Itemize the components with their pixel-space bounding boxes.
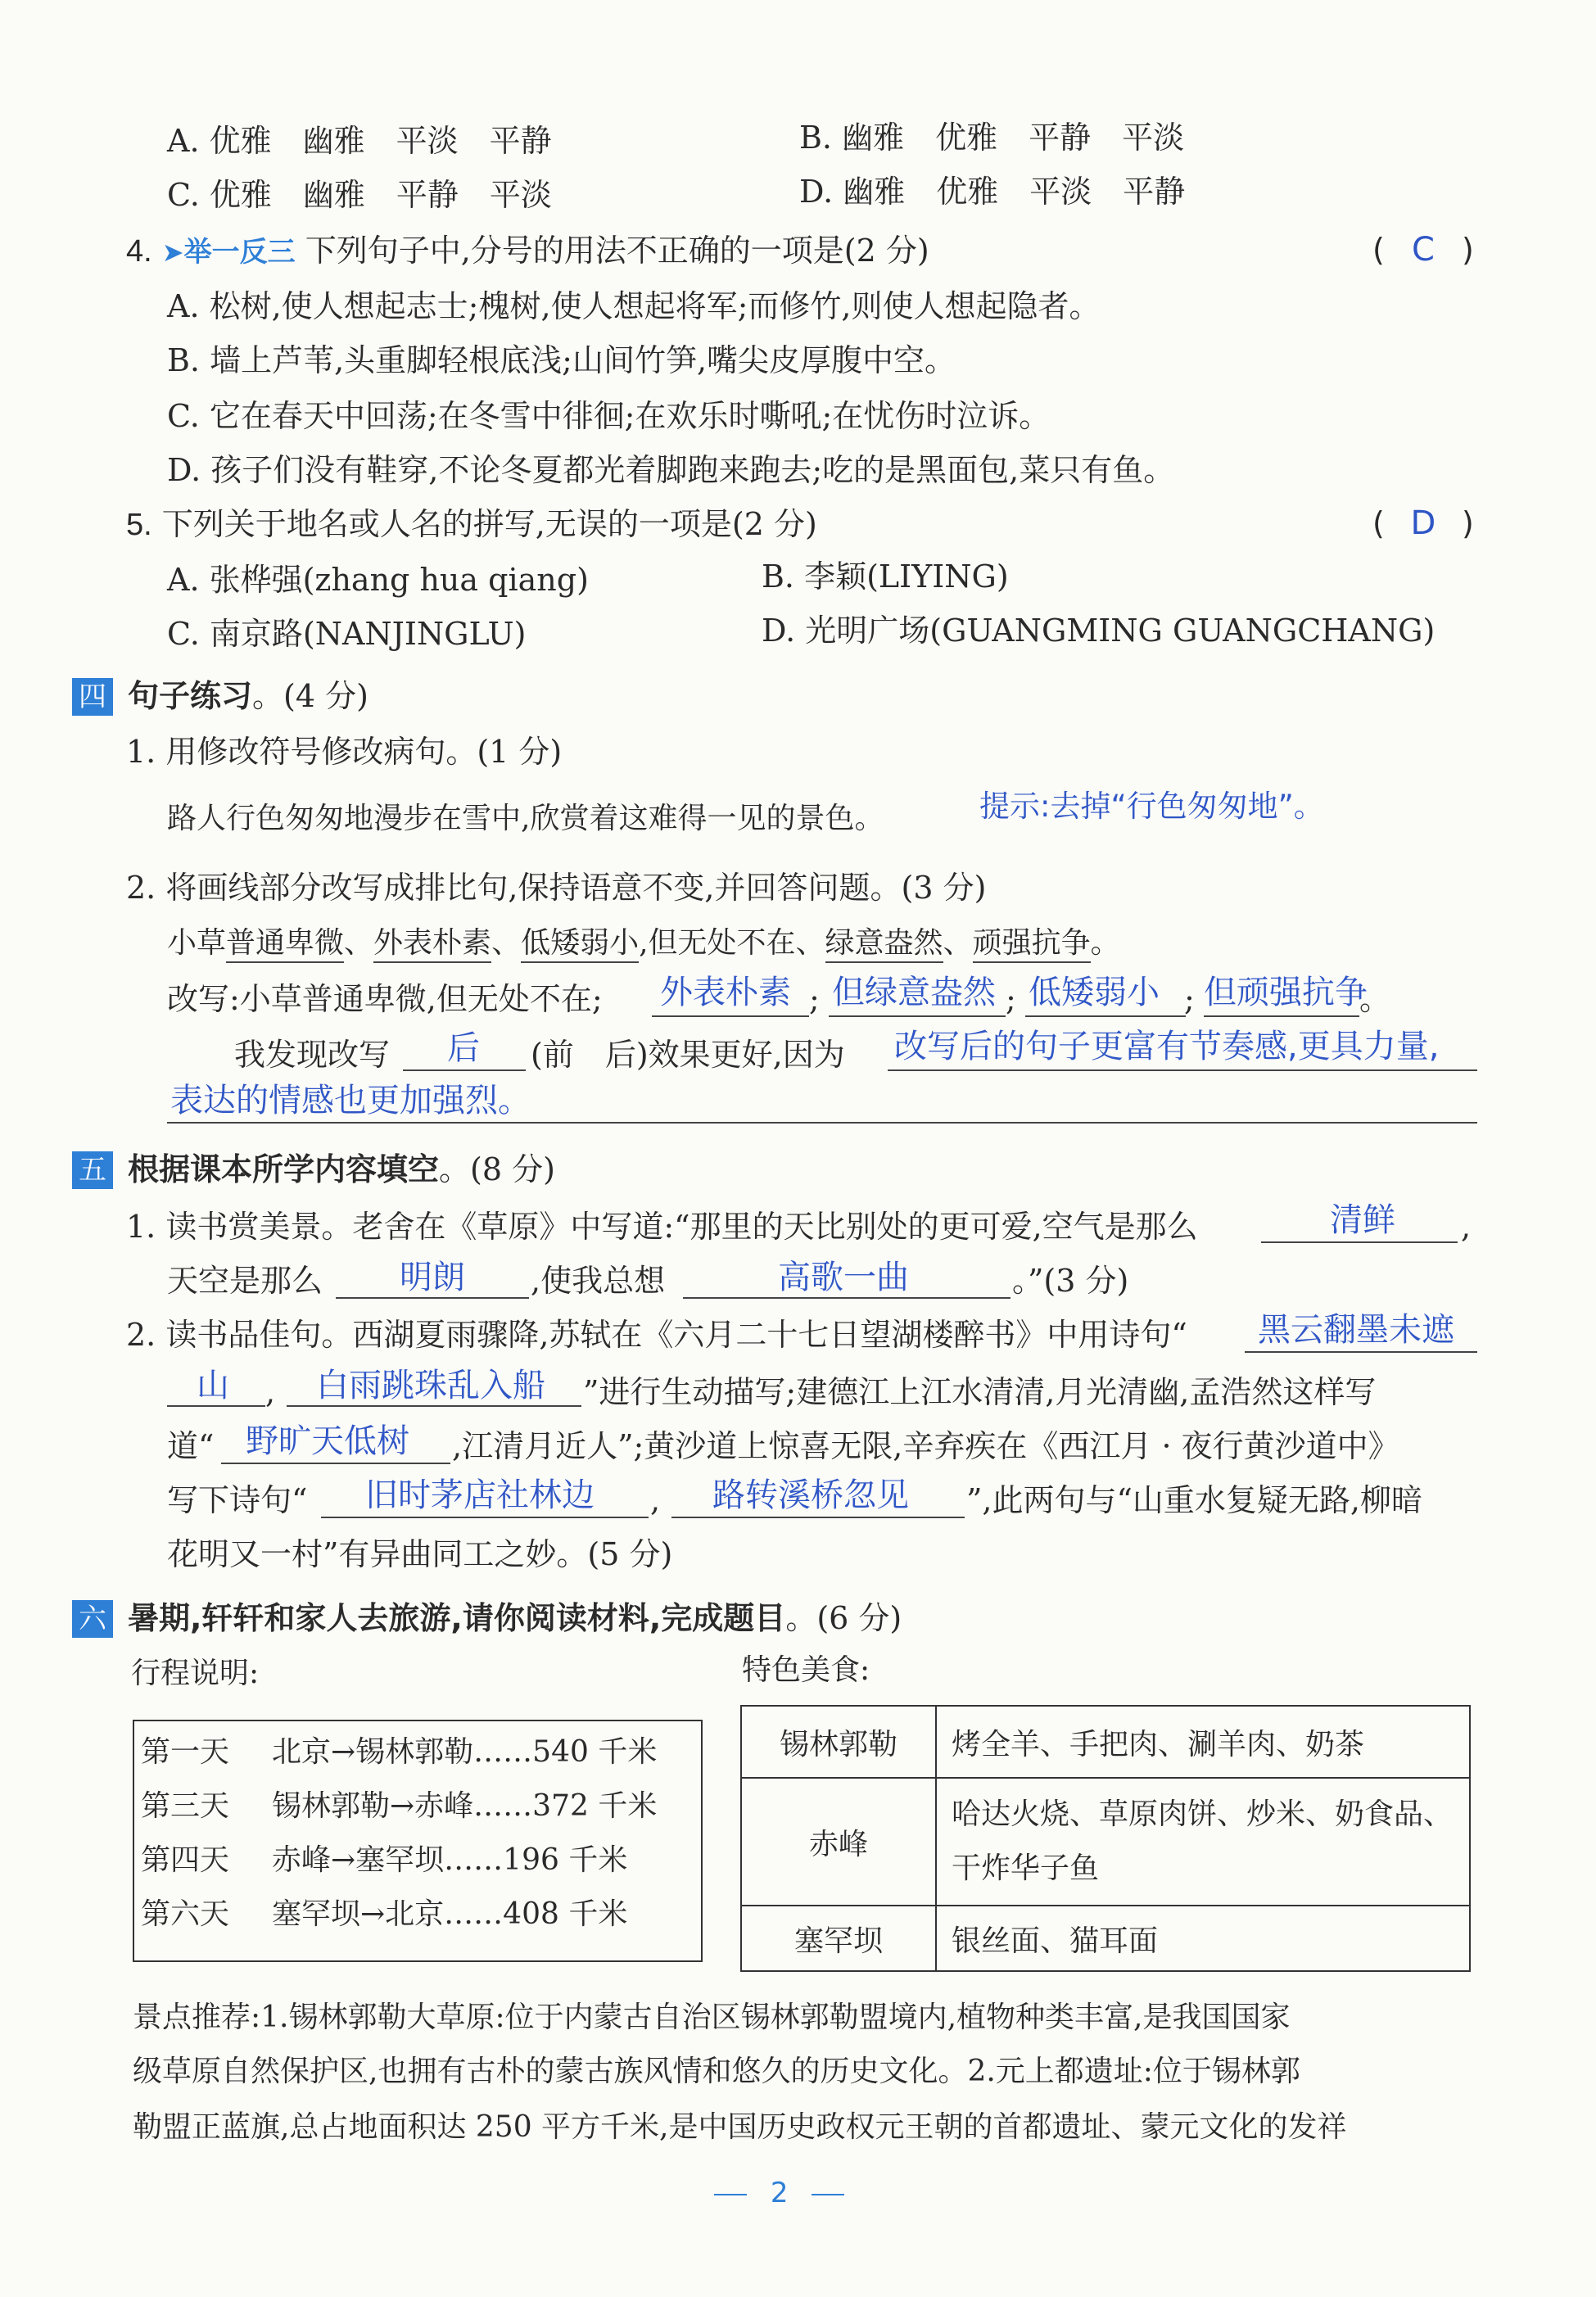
table-row bbox=[741, 1906, 1470, 1971]
q5-option-d: D. 光明广场(GUANGMING GUANGCHANG) bbox=[762, 613, 1435, 649]
footer-dash-left bbox=[714, 2194, 747, 2195]
q4-option-d: D. 孩子们没有鞋穿,不论冬夏都光着脚跑来跑去;吃的是黑面包,菜只有鱼。 bbox=[167, 452, 1175, 488]
sec4-q2-rewrite-prefix: 改写:小草普通卑微,但无处不在; bbox=[167, 981, 603, 1017]
sec5-q2-d: ,江清月近人”;黄沙道上惊喜无限,辛弃疾在《西江月 · 夜行黄沙道中》 bbox=[452, 1428, 1399, 1464]
sec5-q1-b: 天空是那么 bbox=[167, 1263, 323, 1299]
sec4-q2-original: 小草普通卑微、外表朴素、低矮弱小,但无处不在、绿意盎然、顽强抗争。 bbox=[167, 924, 1120, 963]
table-row bbox=[741, 1706, 1470, 1778]
q4-option-b: B. 墙上芦苇,头重脚轻根底浅;山间竹笋,嘴尖皮厚腹中空。 bbox=[167, 342, 956, 378]
separator: ; bbox=[1006, 981, 1016, 1017]
q4-tag: 举一反三 bbox=[183, 236, 296, 269]
sec4-q2-answer-2: 但绿意盎然 bbox=[832, 974, 996, 1011]
sec4-q2-answer-4: 但顽强抗争 bbox=[1204, 974, 1368, 1011]
sec5-q1-answer-2: 明朗 bbox=[400, 1259, 465, 1296]
section-6-title: 暑期,轩轩和家人去旅游,请你阅读材料,完成题目 bbox=[128, 1600, 786, 1636]
itinerary-label: 行程说明: bbox=[131, 1657, 260, 1690]
sec5-q1-d: 。”(3 分) bbox=[1012, 1263, 1129, 1299]
q5-option-b: B. 李颖(LIYING) bbox=[762, 558, 1009, 595]
section-4-badge: 四 bbox=[72, 678, 113, 716]
q3-option-b: B. 幽雅 优雅 平静 平淡 bbox=[799, 120, 1185, 156]
comma: , bbox=[1461, 1209, 1472, 1245]
q5-answer: D bbox=[1410, 504, 1436, 542]
food-label: 特色美食: bbox=[742, 1653, 870, 1687]
sec4-q2-answer-3: 低矮弱小 bbox=[1029, 974, 1160, 1011]
food-items: 烤全羊、手把肉、涮羊肉、奶茶 bbox=[936, 1706, 1470, 1778]
sec4-q2-reason-2: 表达的情感也更加强烈。 bbox=[170, 1082, 531, 1119]
food-place: 锡林郭勒 bbox=[741, 1706, 936, 1778]
answer-blank bbox=[1245, 1351, 1477, 1353]
sec4-q1-stem: 1. 用修改符号修改病句。(1 分) bbox=[126, 734, 563, 770]
q3-option-c: C. 优雅 幽雅 平静 平淡 bbox=[167, 177, 552, 213]
sentence-end: 。 bbox=[1359, 981, 1391, 1017]
sec5-q2-answer-1a: 黑云翻墨未遮 bbox=[1258, 1311, 1454, 1349]
food-items: 银丝面、猫耳面 bbox=[936, 1906, 1470, 1971]
sec4-q2-find-1: 我发现改写 bbox=[234, 1037, 391, 1073]
spots-line-1: 景点推荐:1.锡林郭勒大草原:位于内蒙古自治区锡林郭勒盟境内,植物种类丰富,是我国国家 bbox=[133, 2001, 1291, 2034]
q3-option-d: D. 幽雅 优雅 平淡 平静 bbox=[799, 174, 1186, 210]
q5-option-c: C. 南京路(NANJINGLU) bbox=[167, 616, 527, 652]
sec5-q1-answer-1: 清鲜 bbox=[1330, 1201, 1395, 1239]
separator: ; bbox=[809, 981, 820, 1017]
spots-line-3: 勒盟正蓝旗,总占地面积达 250 平方千米,是中国历史政权元王朝的首都遗址、蒙元文化的发祥 bbox=[133, 2110, 1347, 2144]
food-place: 塞罕坝 bbox=[741, 1906, 936, 1971]
comma: , bbox=[650, 1482, 661, 1518]
sec5-q1-c: ,使我总想 bbox=[531, 1263, 666, 1299]
itinerary-row: 第三天 锡林郭勒→赤峰……372 千米 bbox=[141, 1789, 658, 1823]
itinerary-row: 第四天 赤峰→塞罕坝……196 千米 bbox=[141, 1843, 628, 1877]
sec4-q1-sentence: 路人行色匆匆地漫步在雪中,欣赏着这难得一见的景色。 bbox=[167, 802, 884, 835]
food-place: 赤峰 bbox=[741, 1778, 936, 1906]
section-4-title: 句子练习 bbox=[128, 678, 253, 714]
answer-blank bbox=[829, 1015, 1006, 1017]
q4-number: 4. bbox=[126, 234, 152, 269]
q4-answer: C bbox=[1411, 231, 1435, 269]
page-number: 2 bbox=[714, 2177, 844, 2209]
section-4-score: 。(4 分) bbox=[252, 678, 368, 714]
q4-answer-bracket: ( C ) bbox=[1372, 231, 1474, 269]
sec4-q2-reason-1: 改写后的句子更富有节奏感,更具力量, bbox=[894, 1028, 1440, 1065]
answer-blank bbox=[1025, 1015, 1186, 1017]
sec4-q2-stem: 2. 将画线部分改写成排比句,保持语意不变,并回答问题。(3 分) bbox=[126, 870, 987, 906]
table-row bbox=[741, 1778, 1470, 1906]
sec5-q2-e: 写下诗句“ bbox=[167, 1482, 308, 1518]
q5-answer-bracket: ( D ) bbox=[1372, 504, 1474, 542]
sec4-q2-answer-1: 外表朴素 bbox=[660, 974, 791, 1011]
itinerary-box bbox=[133, 1720, 703, 1962]
itinerary-row: 第六天 塞罕坝→北京……408 千米 bbox=[141, 1897, 628, 1931]
section-6-badge: 六 bbox=[72, 1600, 113, 1638]
answer-blank bbox=[652, 1015, 809, 1017]
answer-blank bbox=[321, 1517, 649, 1518]
section-5-title: 根据课本所学内容填空 bbox=[128, 1151, 440, 1187]
answer-blank bbox=[888, 1069, 1477, 1071]
answer-blank bbox=[671, 1517, 965, 1518]
sec5-q2-f: ”,此两句与“山重水复疑无路,柳暗 bbox=[966, 1482, 1423, 1518]
sec5-q2-g: 花明又一村”有异曲同工之妙。(5 分) bbox=[167, 1536, 673, 1572]
answer-blank bbox=[403, 1069, 526, 1071]
footer-dash-right bbox=[812, 2194, 844, 2195]
sec5-q2-a: 2. 读书品佳句。西湖夏雨骤降,苏轼在《六月二十七日望湖楼醉书》中用诗句“ bbox=[126, 1317, 1187, 1353]
sec4-q1-hint: 提示:去掉“行色匆匆地”。 bbox=[979, 789, 1324, 824]
q3-option-a: A. 优雅 幽雅 平淡 平静 bbox=[167, 123, 552, 159]
itinerary-row: 第一天 北京→锡林郭勒……540 千米 bbox=[141, 1735, 658, 1769]
tag-icon: ➤ bbox=[161, 237, 184, 268]
answer-blank bbox=[167, 1122, 1477, 1124]
q4-option-c: C. 它在春天中回荡;在冬雪中徘徊;在欢乐时嘶吼;在忧伤时泣诉。 bbox=[167, 398, 1051, 434]
sec5-q1-answer-3: 高歌一曲 bbox=[778, 1259, 909, 1296]
q4-stem: 下列句子中,分号的用法不正确的一项是(2 分) bbox=[305, 233, 929, 269]
section-5-badge: 五 bbox=[72, 1151, 113, 1189]
answer-blank bbox=[221, 1463, 450, 1464]
food-items: 哈达火烧、草原肉饼、炒米、奶食品、 干炸华子鱼 bbox=[936, 1778, 1470, 1906]
q5-number: 5. bbox=[126, 508, 152, 542]
sec5-q1-a: 1. 读书赏美景。老舍在《草原》中写道:“那里的天比别处的更可爱,空气是那么 bbox=[126, 1209, 1198, 1245]
food-table bbox=[740, 1705, 1471, 1970]
answer-blank bbox=[1261, 1241, 1458, 1243]
sec5-q2-b: ”进行生动描写;建德江上江水清清,月光清幽,孟浩然这样写 bbox=[583, 1374, 1377, 1410]
section-6-score: 。(6 分) bbox=[785, 1600, 902, 1636]
section-5-score: 。(8 分) bbox=[439, 1151, 555, 1187]
sec4-q2-find-2: (前 后)效果更好,因为 bbox=[531, 1037, 845, 1073]
sec5-q2-c: 道“ bbox=[167, 1428, 215, 1464]
answer-blank bbox=[1204, 1015, 1359, 1017]
sec5-q2-answer-5: 路转溪桥忽见 bbox=[712, 1476, 909, 1514]
sec5-q2-answer-1b: 山 bbox=[197, 1367, 229, 1404]
q4-option-a: A. 松树,使人想起志士;槐树,使人想起将军;而修竹,则使人想起隐者。 bbox=[167, 288, 1101, 324]
q5-stem: 下列关于地名或人名的拼写,无误的一项是(2 分) bbox=[161, 506, 817, 542]
spots-line-2: 级草原自然保护区,也拥有古朴的蒙古族风情和悠久的历史文化。2.元上都遗址:位于锡林郭 bbox=[133, 2055, 1300, 2088]
separator: ; bbox=[1184, 981, 1195, 1017]
sec5-q2-answer-3: 野旷天低树 bbox=[246, 1422, 409, 1460]
sec5-q2-answer-4: 旧时茅店社林边 bbox=[365, 1476, 595, 1514]
comma: , bbox=[265, 1374, 276, 1410]
sec5-q2-answer-2: 白雨跳珠乱入船 bbox=[316, 1367, 545, 1404]
q5-option-a: A. 张桦强(zhang hua qiang) bbox=[167, 562, 589, 598]
sec4-q2-find-answer: 后 bbox=[447, 1029, 480, 1067]
